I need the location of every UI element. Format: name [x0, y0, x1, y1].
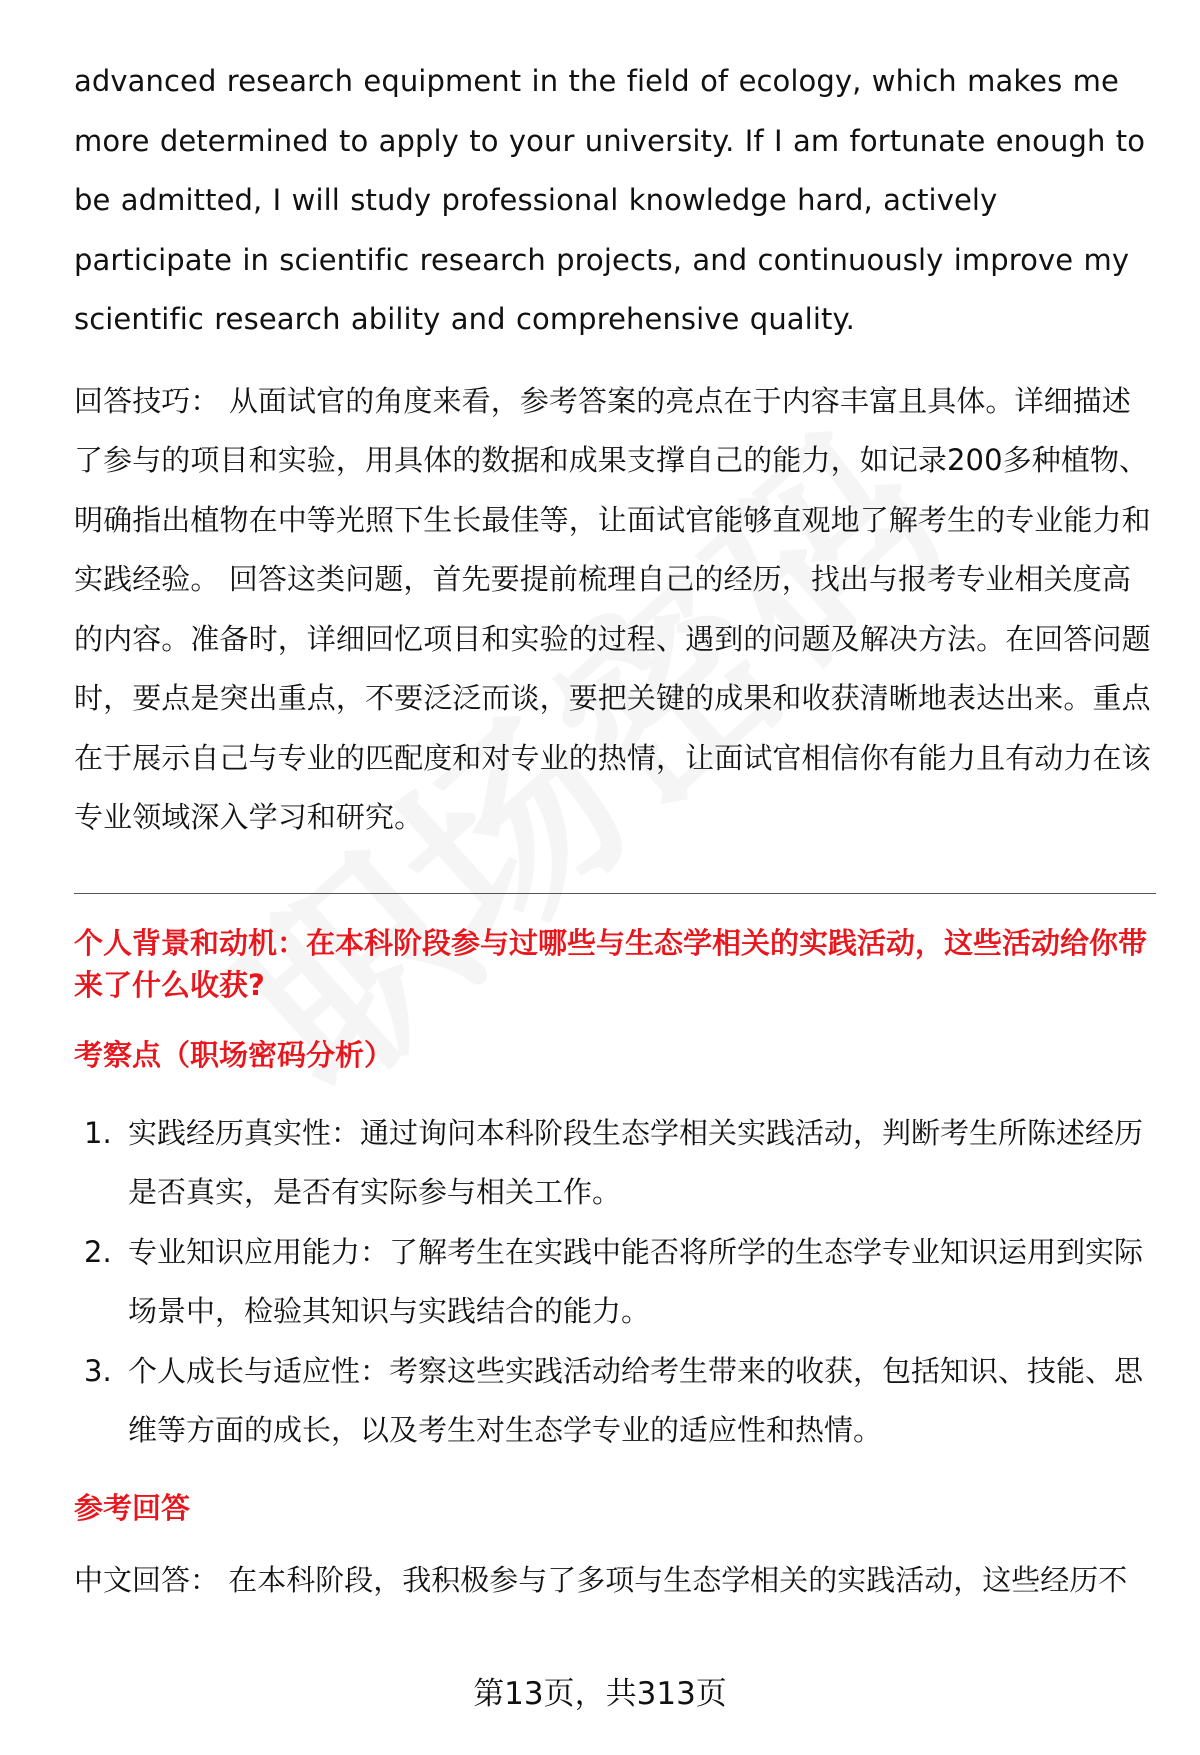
assessment-item [74, 1342, 1156, 1461]
list-number: 2. [84, 1234, 112, 1269]
assessment-list [74, 1104, 1156, 1461]
english-answer-paragraph: advanced research equipment in the field of ecology, which makes me more determined to apply to your university. If I am fortunate enough to be admitted, I will study professional knowledge hard, actively participate in scientific research projects, and continuously improve my scientific research ability and comprehensive quality. [74, 64, 1146, 336]
page-content [74, 52, 1156, 1610]
answer-tips-paragraph: 回答技巧： 从面试官的角度来看，参考答案的亮点在于内容丰富且具体。详细描述了参与的项目和实验，用具体的数据和成果支撑自己的能力，如记录200多种植物、明确指出植物在中等光照下生长最佳等，让面试官能够直观地了解考生的专业能力和实践经验。 回答这类问题，首先要提前梳理自己的经历，找出与报考专业相关度高的内容。准备时，详细回忆项目和实验的过程、遇到的问题及解决方法。在回答问题时，要点是突出重点，不要泛泛而谈，要把关键的成果和收获清晰地表达出来。重点在于展示自己与专业的匹配度和对专业的热情，让面试官相信你有能力且有动力在该专业领域深入学习和研究。 [74, 383, 1151, 834]
reference-answer-heading: 参考回答 [74, 1490, 191, 1525]
assessment-heading: 考察点（职场密码分析） [74, 1037, 394, 1072]
question-heading: 个人背景和动机：在本科阶段参与过哪些与生态学相关的实践活动，这些活动给你带来了什么收获? [74, 925, 1148, 1002]
assessment-item-text: 实践经历真实性：通过询问本科阶段生态学相关实践活动，判断考生所陈述经历是否真实，是否有实际参与相关工作。 [128, 1115, 1144, 1209]
assessment-item [74, 1104, 1156, 1223]
assessment-item-text: 个人成长与适应性：考察这些实践活动给考生带来的收获，包括知识、技能、思维等方面的成长，以及考生对生态学专业的适应性和热情。 [128, 1353, 1144, 1447]
assessment-item [74, 1223, 1156, 1342]
section-divider [74, 893, 1156, 894]
assessment-item-text: 专业知识应用能力：了解考生在实践中能否将所学的生态学专业知识运用到实际场景中，检验其知识与实践结合的能力。 [128, 1234, 1144, 1328]
page-number-footer: 第13页，共313页 [473, 1676, 727, 1712]
chinese-answer-paragraph: 中文回答： 在本科阶段，我积极参与了多项与生态学相关的实践活动，这些经历不 [74, 1562, 1128, 1597]
list-number: 3. [84, 1353, 112, 1388]
list-number: 1. [84, 1115, 112, 1150]
